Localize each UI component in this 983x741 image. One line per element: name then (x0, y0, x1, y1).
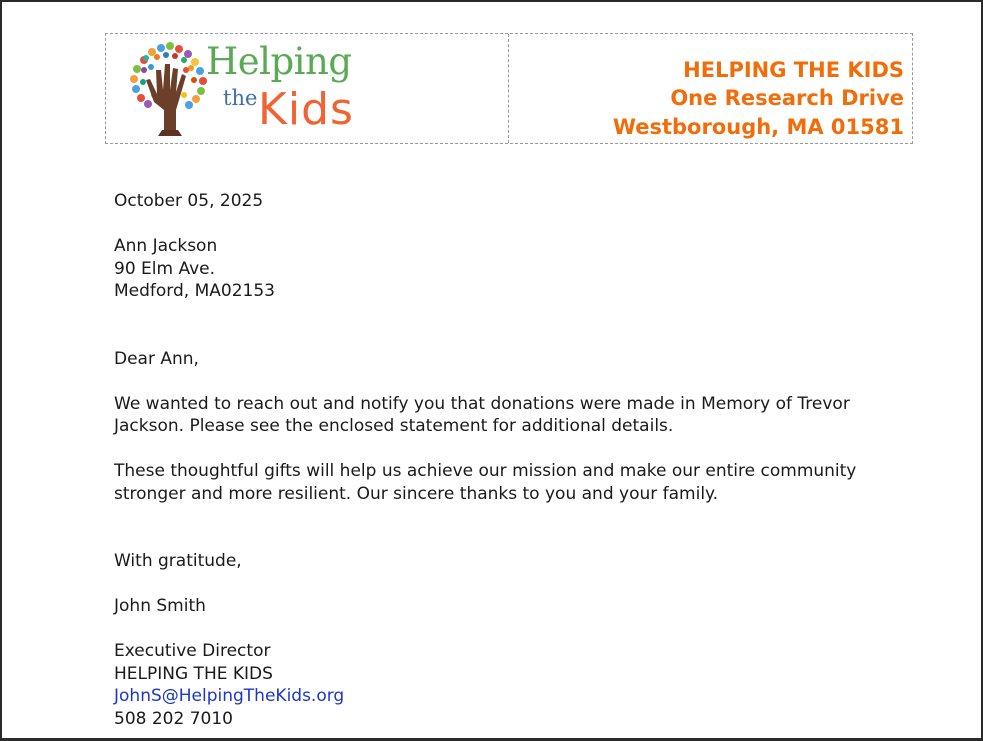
body-paragraph-2-line-1: These thoughtful gifts will help us achieve our mission and make our entire community (114, 461, 857, 481)
logo-word-kids: Kids (258, 84, 354, 135)
body-paragraph-1-line-1: We wanted to reach out and notify you that donations were made in Memory of Trevor (114, 394, 850, 414)
recipient-street: 90 Elm Ave. (114, 259, 216, 279)
closing: With gratitude, (114, 551, 242, 571)
signer-email-link[interactable]: JohnS@HelpingTheKids.org (114, 686, 345, 706)
signer-org: HELPING THE KIDS (114, 664, 273, 684)
logo-word-the: the (223, 86, 258, 110)
org-name-heading: HELPING THE KIDS (683, 58, 904, 82)
org-address-line2: Westborough, MA 01581 (612, 115, 904, 139)
recipient-city-line: Medford, MA02153 (114, 281, 275, 301)
letterhead-logo-cell (106, 34, 509, 143)
letter-date: October 05, 2025 (114, 191, 264, 211)
body-paragraph-1-line-2: Jackson. Please see the enclosed statement for additional details. (114, 416, 674, 436)
signer-name: John Smith (114, 596, 206, 616)
signer-title: Executive Director (114, 641, 271, 661)
body-paragraph-2-line-2: stronger and more resilient. Our sincere thanks to you and your family. (114, 484, 719, 504)
tree-hands-logo-icon (124, 40, 214, 138)
signer-phone: 508 202 7010 (114, 709, 233, 729)
org-address-line1: One Research Drive (670, 86, 904, 110)
salutation: Dear Ann, (114, 349, 199, 369)
logo-word-helping: Helping (206, 40, 352, 83)
letterhead-address-cell (509, 34, 912, 143)
recipient-name: Ann Jackson (114, 236, 218, 256)
letterhead-table (105, 33, 913, 144)
